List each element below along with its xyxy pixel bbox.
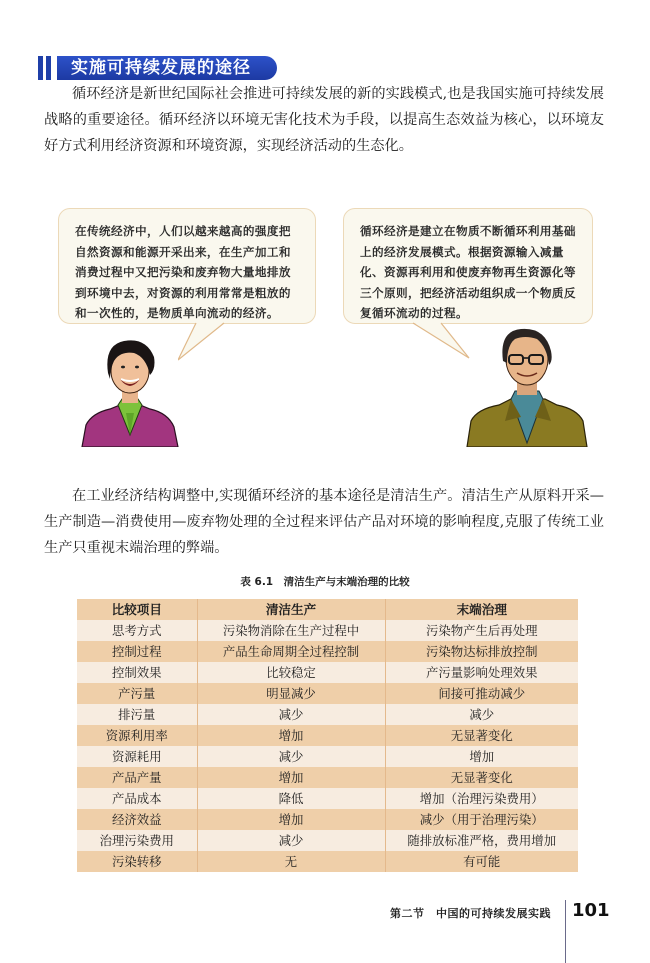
table-cell: 治理污染费用 <box>77 830 197 851</box>
table-cell: 产污量 <box>77 683 197 704</box>
table-cell: 资源利用率 <box>77 725 197 746</box>
table-row <box>77 746 578 767</box>
table-row <box>77 851 578 872</box>
table-cell: 无显著变化 <box>385 725 578 746</box>
table-cell: 污染转移 <box>77 851 197 872</box>
table-header-row <box>77 599 578 620</box>
table-cell: 增加 <box>197 725 385 746</box>
table-cell: 增加（治理污染费用） <box>385 788 578 809</box>
table-row <box>77 788 578 809</box>
table-cell: 无显著变化 <box>385 767 578 788</box>
speech-bubble-right <box>343 208 593 324</box>
table-cell: 减少 <box>197 704 385 725</box>
table-cell: 降低 <box>197 788 385 809</box>
table-cell: 减少 <box>197 746 385 767</box>
footer-divider <box>565 900 566 963</box>
table-row <box>77 704 578 725</box>
table-cell: 产品产量 <box>77 767 197 788</box>
table-cell: 产品生命周期全过程控制 <box>197 641 385 662</box>
header-cell: 末端治理 <box>385 599 578 620</box>
table-cell: 增加 <box>197 767 385 788</box>
comparison-table <box>77 599 578 872</box>
speech-text-left: 在传统经济中，人们以越来越高的强度把自然资源和能源开采出来，在生产加工和消费过程中又把污染和废弃物大量地排放到环境中去，对资源的利用常常是粗放的和一次性的，是物质单向流动的经济。 <box>75 224 291 320</box>
table-cell: 减少 <box>197 830 385 851</box>
heading-bar-decoration <box>46 56 51 80</box>
intro-paragraph: 循环经济是新世纪国际社会推进可持续发展的新的实践模式,也是我国实施可持续发展战略的重要途径。循环经济以环境无害化技术为手段，以提高生态效益为核心，以环境友好方式利用经济资源和环境资源，实现经济活动的生态化。 <box>44 86 604 154</box>
heading-bar-decoration <box>38 56 43 80</box>
table-cell: 污染物消除在生产过程中 <box>197 620 385 641</box>
section-heading <box>38 56 277 80</box>
table-row <box>77 683 578 704</box>
table-cell: 控制过程 <box>77 641 197 662</box>
table-row <box>77 767 578 788</box>
table-cell: 污染物产生后再处理 <box>385 620 578 641</box>
man-illustration <box>465 325 590 447</box>
table-cell: 间接可推动减少 <box>385 683 578 704</box>
speech-text-right: 循环经济是建立在物质不断循环利用基础上的经济发展模式。根据资源输入减量化、资源再利用和使废弃物再生资源化等三个原则，把经济活动组织成一个物质反复循环流动的过程。 <box>360 224 576 320</box>
table-cell: 增加 <box>385 746 578 767</box>
table-cell: 污染物达标排放控制 <box>385 641 578 662</box>
table-cell: 随排放标准严格，费用增加 <box>385 830 578 851</box>
table-cell: 明显减少 <box>197 683 385 704</box>
running-footer-section: 第二节 中国的可持续发展实践 <box>390 907 551 920</box>
woman-illustration <box>80 335 180 447</box>
table-cell: 增加 <box>197 809 385 830</box>
table-cell: 排污量 <box>77 704 197 725</box>
table-cell: 经济效益 <box>77 809 197 830</box>
table-cell: 减少 <box>385 704 578 725</box>
table-cell: 比较稳定 <box>197 662 385 683</box>
table-cell: 资源耗用 <box>77 746 197 767</box>
page-number: 101 <box>572 900 610 921</box>
table-cell: 有可能 <box>385 851 578 872</box>
table-cell: 无 <box>197 851 385 872</box>
header-cell: 清洁生产 <box>197 599 385 620</box>
section-title: 实施可持续发展的途径 <box>57 56 277 80</box>
table-row <box>77 641 578 662</box>
table-caption: 表 6.1 清洁生产与末端治理的比较 <box>240 576 410 588</box>
table-row <box>77 809 578 830</box>
table-cell: 减少（用于治理污染） <box>385 809 578 830</box>
table-cell: 控制效果 <box>77 662 197 683</box>
table-row <box>77 662 578 683</box>
table-cell: 产污量影响处理效果 <box>385 662 578 683</box>
header-cell: 比较项目 <box>77 599 197 620</box>
table-row <box>77 830 578 851</box>
speech-bubble-left <box>58 208 316 324</box>
table-row <box>77 620 578 641</box>
table-row <box>77 725 578 746</box>
table-cell: 产品成本 <box>77 788 197 809</box>
table-cell: 思考方式 <box>77 620 197 641</box>
clean-production-paragraph: 在工业经济结构调整中,实现循环经济的基本途径是清洁生产。清洁生产从原料开采—生产制造—消费使用—废弃物处理的全过程来评估产品对环境的影响程度,克服了传统工业生产只重视末端治理的弊端。 <box>44 488 604 556</box>
speech-tail-left <box>178 322 248 362</box>
